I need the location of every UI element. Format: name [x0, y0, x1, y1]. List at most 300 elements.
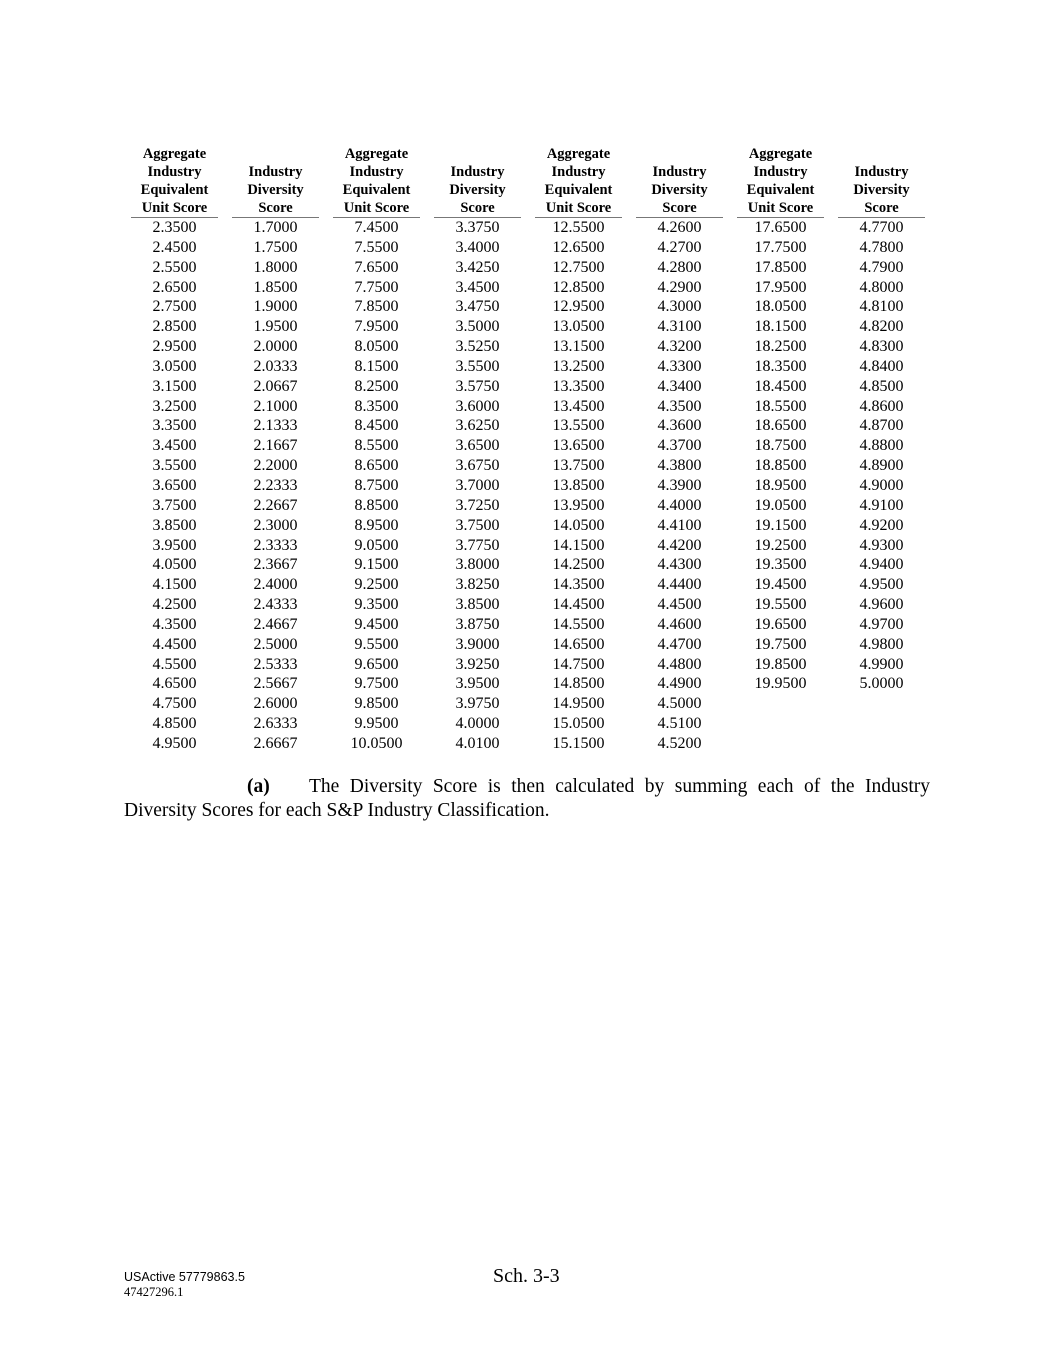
cell-industry-diversity-score: 1.8500	[253, 278, 298, 296]
cell-industry-diversity-score: 4.4100	[657, 516, 702, 534]
cell-aggregate-unit-score: 2.7500	[152, 298, 197, 316]
cell-industry-diversity-score: 4.2700	[657, 238, 702, 256]
cell-industry-diversity-score: 2.1333	[253, 417, 298, 435]
cell-industry-diversity-score: 4.8500	[859, 377, 904, 395]
cell-industry-diversity-score: 2.2667	[253, 496, 298, 514]
cell-aggregate-unit-score: 8.4500	[354, 417, 399, 435]
column-header-label	[232, 145, 319, 218]
column-header-label	[434, 145, 521, 218]
cell-aggregate-unit-score: 2.3500	[152, 219, 197, 236]
cell-industry-diversity-score: 3.4250	[455, 258, 500, 276]
cell-aggregate-unit-score: 14.1500	[552, 536, 605, 554]
table-row	[124, 317, 932, 337]
cell-industry-diversity-score: 3.7000	[455, 476, 500, 494]
column-header-line: Equivalent	[342, 182, 411, 198]
cell-industry-diversity-score: 4.7700	[859, 219, 904, 236]
cell-industry-diversity-score: 4.8100	[859, 298, 904, 316]
cell-industry-diversity-score: 1.9500	[253, 318, 298, 336]
cell-industry-diversity-score: 4.4200	[657, 536, 702, 554]
table-row	[124, 714, 932, 734]
table-row	[124, 655, 932, 675]
column-header-line: Diversity	[449, 182, 506, 198]
cell-aggregate-unit-score: 4.3500	[152, 615, 197, 633]
column-header-line: Industry	[450, 164, 505, 180]
column-header-line: Aggregate	[748, 146, 813, 162]
cell-aggregate-unit-score: 3.2500	[152, 397, 197, 415]
cell-aggregate-unit-score: 8.7500	[354, 476, 399, 494]
cell-aggregate-unit-score: 8.9500	[354, 516, 399, 534]
cell-industry-diversity-score: 4.8300	[859, 338, 904, 356]
column-header-line	[838, 145, 925, 163]
cell-industry-diversity-score: 4.9900	[859, 655, 904, 673]
table-row	[124, 258, 932, 278]
cell-industry-diversity-score: 5.0000	[859, 675, 904, 693]
column-header-line: Diversity	[247, 182, 304, 198]
cell-aggregate-unit-score: 2.5500	[152, 258, 197, 276]
cell-industry-diversity-score: 4.3100	[657, 318, 702, 336]
footer-doc-id-secondary: 47427296.1	[124, 1285, 184, 1299]
cell-industry-diversity-score: 2.2000	[253, 457, 298, 475]
cell-aggregate-unit-score: 18.4500	[754, 377, 807, 395]
cell-industry-diversity-score: 4.8700	[859, 417, 904, 435]
cell-aggregate-unit-score: 9.9500	[354, 715, 399, 733]
cell-aggregate-unit-score: 13.6500	[552, 437, 605, 455]
cell-aggregate-unit-score: 19.2500	[754, 536, 807, 554]
cell-industry-diversity-score: 4.4600	[657, 615, 702, 633]
cell-aggregate-unit-score: 8.3500	[354, 397, 399, 415]
cell-industry-diversity-score: 4.9600	[859, 596, 904, 614]
cell-industry-diversity-score: 4.8900	[859, 457, 904, 475]
cell-industry-diversity-score: 3.8250	[455, 576, 500, 594]
cell-aggregate-unit-score: 13.9500	[552, 496, 605, 514]
column-header-line: Industry	[349, 164, 404, 180]
table-row	[124, 476, 932, 496]
cell-industry-diversity-score: 3.9750	[455, 695, 500, 713]
table-row	[124, 377, 932, 397]
column-header-line: Diversity	[651, 182, 708, 198]
cell-aggregate-unit-score: 7.6500	[354, 258, 399, 276]
cell-aggregate-unit-score: 4.4500	[152, 635, 197, 653]
cell-aggregate-unit-score: 19.1500	[754, 516, 807, 534]
cell-industry-diversity-score: 4.4700	[657, 635, 702, 653]
cell-industry-diversity-score: 3.6000	[455, 397, 500, 415]
cell-industry-diversity-score: 3.7750	[455, 536, 500, 554]
column-header-label	[636, 145, 723, 218]
column-header-line: Equivalent	[544, 182, 613, 198]
table-row	[124, 456, 932, 476]
cell-aggregate-unit-score: 12.6500	[552, 238, 605, 256]
table-row	[124, 595, 932, 615]
cell-aggregate-unit-score	[730, 694, 831, 714]
column-header-line: Aggregate	[142, 146, 207, 162]
cell-industry-diversity-score	[831, 714, 932, 734]
cell-aggregate-unit-score: 13.4500	[552, 397, 605, 415]
cell-industry-diversity-score: 4.3500	[657, 397, 702, 415]
table-row	[124, 337, 932, 357]
cell-aggregate-unit-score: 9.4500	[354, 615, 399, 633]
cell-aggregate-unit-score: 4.6500	[152, 675, 197, 693]
table-row	[124, 555, 932, 575]
cell-aggregate-unit-score: 15.0500	[552, 715, 605, 733]
cell-aggregate-unit-score: 14.8500	[552, 675, 605, 693]
cell-aggregate-unit-score: 3.4500	[152, 437, 197, 455]
table-row	[124, 238, 932, 258]
cell-aggregate-unit-score: 14.3500	[552, 576, 605, 594]
column-header-industry-diversity-score	[225, 145, 326, 218]
table-row	[124, 516, 932, 536]
cell-aggregate-unit-score: 18.2500	[754, 338, 807, 356]
cell-aggregate-unit-score: 8.5500	[354, 437, 399, 455]
cell-aggregate-unit-score: 18.9500	[754, 476, 807, 494]
cell-aggregate-unit-score: 19.8500	[754, 655, 807, 673]
cell-aggregate-unit-score: 9.3500	[354, 596, 399, 614]
table-row	[124, 436, 932, 456]
cell-industry-diversity-score: 4.0100	[455, 734, 500, 752]
cell-aggregate-unit-score: 14.7500	[552, 655, 605, 673]
cell-industry-diversity-score: 3.5000	[455, 318, 500, 336]
cell-aggregate-unit-score: 19.6500	[754, 615, 807, 633]
cell-industry-diversity-score: 2.0333	[253, 357, 298, 375]
cell-aggregate-unit-score: 13.3500	[552, 377, 605, 395]
cell-industry-diversity-score: 3.6750	[455, 457, 500, 475]
cell-aggregate-unit-score: 18.8500	[754, 457, 807, 475]
cell-industry-diversity-score: 3.3750	[455, 219, 500, 236]
table-row	[124, 218, 932, 238]
cell-aggregate-unit-score: 9.0500	[354, 536, 399, 554]
cell-aggregate-unit-score: 19.0500	[754, 496, 807, 514]
paragraph-label: (a)	[247, 776, 270, 797]
cell-industry-diversity-score: 4.9800	[859, 635, 904, 653]
cell-industry-diversity-score: 4.9200	[859, 516, 904, 534]
cell-industry-diversity-score: 2.6667	[253, 734, 298, 752]
cell-aggregate-unit-score: 9.7500	[354, 675, 399, 693]
cell-industry-diversity-score: 4.3800	[657, 457, 702, 475]
cell-industry-diversity-score: 2.0000	[253, 338, 298, 356]
table-body	[124, 218, 932, 754]
cell-industry-diversity-score: 4.3200	[657, 338, 702, 356]
cell-aggregate-unit-score: 7.5500	[354, 238, 399, 256]
cell-industry-diversity-score: 4.2900	[657, 278, 702, 296]
cell-aggregate-unit-score: 14.4500	[552, 596, 605, 614]
cell-industry-diversity-score: 4.8600	[859, 397, 904, 415]
column-header-line: Industry	[147, 164, 202, 180]
cell-industry-diversity-score: 4.9100	[859, 496, 904, 514]
footer-document-ids	[124, 1270, 245, 1300]
cell-industry-diversity-score: 3.8750	[455, 615, 500, 633]
column-header-line	[232, 145, 319, 163]
page-number: Sch. 3-3	[493, 1265, 560, 1287]
cell-industry-diversity-score: 1.7000	[253, 219, 298, 236]
cell-aggregate-unit-score: 3.1500	[152, 377, 197, 395]
column-header-line: Equivalent	[140, 182, 209, 198]
column-header-line: Industry	[551, 164, 606, 180]
cell-industry-diversity-score: 3.5750	[455, 377, 500, 395]
column-header-label	[535, 145, 622, 218]
cell-aggregate-unit-score: 8.0500	[354, 338, 399, 356]
cell-aggregate-unit-score: 14.0500	[552, 516, 605, 534]
cell-aggregate-unit-score: 18.5500	[754, 397, 807, 415]
cell-aggregate-unit-score: 18.3500	[754, 357, 807, 375]
cell-aggregate-unit-score: 15.1500	[552, 734, 605, 752]
cell-aggregate-unit-score: 4.2500	[152, 596, 197, 614]
cell-industry-diversity-score: 3.9250	[455, 655, 500, 673]
cell-industry-diversity-score: 4.9700	[859, 615, 904, 633]
cell-industry-diversity-score: 4.5100	[657, 715, 702, 733]
column-header-aggregate-unit-score	[326, 145, 427, 218]
cell-industry-diversity-score: 4.8800	[859, 437, 904, 455]
cell-aggregate-unit-score: 8.2500	[354, 377, 399, 395]
cell-aggregate-unit-score: 3.5500	[152, 457, 197, 475]
table-row	[124, 297, 932, 317]
cell-aggregate-unit-score: 19.5500	[754, 596, 807, 614]
cell-aggregate-unit-score: 13.1500	[552, 338, 605, 356]
cell-aggregate-unit-score: 4.9500	[152, 734, 197, 752]
cell-aggregate-unit-score: 14.6500	[552, 635, 605, 653]
cell-industry-diversity-score: 2.3667	[253, 556, 298, 574]
cell-aggregate-unit-score: 18.0500	[754, 298, 807, 316]
cell-industry-diversity-score: 4.2800	[657, 258, 702, 276]
cell-aggregate-unit-score: 12.8500	[552, 278, 605, 296]
cell-industry-diversity-score: 2.0667	[253, 377, 298, 395]
table-row	[124, 615, 932, 635]
column-header-label	[737, 145, 824, 218]
cell-aggregate-unit-score: 2.9500	[152, 338, 197, 356]
cell-aggregate-unit-score	[730, 734, 831, 754]
column-header-line	[636, 145, 723, 163]
table-row	[124, 536, 932, 556]
cell-industry-diversity-score: 4.3000	[657, 298, 702, 316]
column-header-line: Unit Score	[141, 200, 208, 216]
column-header-line: Industry	[248, 164, 303, 180]
column-header-line	[434, 145, 521, 163]
cell-industry-diversity-score: 4.4400	[657, 576, 702, 594]
column-header-line: Industry	[753, 164, 808, 180]
cell-industry-diversity-score: 4.3700	[657, 437, 702, 455]
cell-industry-diversity-score: 3.6500	[455, 437, 500, 455]
column-header-industry-diversity-score	[629, 145, 730, 218]
cell-aggregate-unit-score: 9.5500	[354, 635, 399, 653]
cell-industry-diversity-score: 2.4333	[253, 596, 298, 614]
cell-aggregate-unit-score: 8.6500	[354, 457, 399, 475]
cell-aggregate-unit-score: 7.8500	[354, 298, 399, 316]
cell-aggregate-unit-score: 10.0500	[350, 734, 403, 752]
cell-industry-diversity-score: 3.7500	[455, 516, 500, 534]
cell-industry-diversity-score: 2.5667	[253, 675, 298, 693]
cell-aggregate-unit-score: 3.8500	[152, 516, 197, 534]
cell-industry-diversity-score: 4.3300	[657, 357, 702, 375]
cell-aggregate-unit-score: 4.7500	[152, 695, 197, 713]
cell-aggregate-unit-score: 13.5500	[552, 417, 605, 435]
column-header-line: Score	[460, 200, 495, 216]
cell-aggregate-unit-score: 3.7500	[152, 496, 197, 514]
cell-industry-diversity-score: 1.9000	[253, 298, 298, 316]
column-header-aggregate-unit-score	[730, 145, 831, 218]
cell-aggregate-unit-score: 17.6500	[754, 219, 807, 236]
cell-industry-diversity-score: 4.8400	[859, 357, 904, 375]
paragraph-text: The Diversity Score is then calculated by summing each of the Industry Diversity Scores for each S&P Industry Classification.	[124, 776, 930, 821]
cell-aggregate-unit-score: 3.6500	[152, 476, 197, 494]
cell-aggregate-unit-score: 7.7500	[354, 278, 399, 296]
cell-aggregate-unit-score: 2.8500	[152, 318, 197, 336]
diversity-score-table	[124, 145, 932, 754]
table-row	[124, 496, 932, 516]
cell-industry-diversity-score: 4.4000	[657, 496, 702, 514]
cell-aggregate-unit-score: 2.6500	[152, 278, 197, 296]
column-header-line: Unit Score	[747, 200, 814, 216]
cell-aggregate-unit-score: 18.1500	[754, 318, 807, 336]
cell-industry-diversity-score: 3.4000	[455, 238, 500, 256]
cell-industry-diversity-score: 2.5333	[253, 655, 298, 673]
cell-aggregate-unit-score: 7.4500	[354, 219, 399, 236]
cell-industry-diversity-score: 4.7900	[859, 258, 904, 276]
cell-aggregate-unit-score: 12.5500	[552, 219, 605, 236]
cell-industry-diversity-score: 2.6000	[253, 695, 298, 713]
cell-industry-diversity-score: 2.5000	[253, 635, 298, 653]
table-row	[124, 416, 932, 436]
cell-aggregate-unit-score: 13.0500	[552, 318, 605, 336]
cell-aggregate-unit-score: 18.7500	[754, 437, 807, 455]
cell-industry-diversity-score: 4.9400	[859, 556, 904, 574]
cell-industry-diversity-score: 2.4667	[253, 615, 298, 633]
table-row	[124, 635, 932, 655]
cell-aggregate-unit-score: 13.7500	[552, 457, 605, 475]
cell-industry-diversity-score: 2.3333	[253, 536, 298, 554]
cell-industry-diversity-score: 3.6250	[455, 417, 500, 435]
column-header-label	[838, 145, 925, 218]
cell-aggregate-unit-score: 8.1500	[354, 357, 399, 375]
column-header-line: Industry	[652, 164, 707, 180]
cell-aggregate-unit-score: 9.2500	[354, 576, 399, 594]
cell-industry-diversity-score: 4.8000	[859, 278, 904, 296]
cell-industry-diversity-score: 4.4500	[657, 596, 702, 614]
cell-industry-diversity-score: 4.9000	[859, 476, 904, 494]
column-header-line: Aggregate	[344, 146, 409, 162]
table-row	[124, 397, 932, 417]
cell-aggregate-unit-score: 17.8500	[754, 258, 807, 276]
table-header	[124, 145, 932, 218]
cell-industry-diversity-score: 3.8500	[455, 596, 500, 614]
column-header-line: Unit Score	[343, 200, 410, 216]
cell-industry-diversity-score: 4.9300	[859, 536, 904, 554]
cell-industry-diversity-score: 2.1667	[253, 437, 298, 455]
cell-industry-diversity-score: 3.5500	[455, 357, 500, 375]
cell-industry-diversity-score: 4.5000	[657, 695, 702, 713]
cell-industry-diversity-score: 4.3600	[657, 417, 702, 435]
column-header-line: Unit Score	[545, 200, 612, 216]
cell-aggregate-unit-score: 18.6500	[754, 417, 807, 435]
cell-aggregate-unit-score: 19.7500	[754, 635, 807, 653]
cell-industry-diversity-score: 3.4500	[455, 278, 500, 296]
cell-aggregate-unit-score: 4.1500	[152, 576, 197, 594]
cell-aggregate-unit-score: 9.8500	[354, 695, 399, 713]
cell-industry-diversity-score: 3.5250	[455, 338, 500, 356]
cell-aggregate-unit-score: 17.9500	[754, 278, 807, 296]
cell-industry-diversity-score: 4.4300	[657, 556, 702, 574]
cell-aggregate-unit-score: 4.8500	[152, 715, 197, 733]
cell-industry-diversity-score: 2.4000	[253, 576, 298, 594]
cell-industry-diversity-score: 3.9000	[455, 635, 500, 653]
column-header-line: Score	[864, 200, 899, 216]
cell-industry-diversity-score: 3.8000	[455, 556, 500, 574]
cell-aggregate-unit-score: 3.0500	[152, 357, 197, 375]
cell-industry-diversity-score: 4.8200	[859, 318, 904, 336]
column-header-line: Diversity	[853, 182, 910, 198]
cell-aggregate-unit-score: 14.9500	[552, 695, 605, 713]
table-row	[124, 674, 932, 694]
cell-aggregate-unit-score	[730, 714, 831, 734]
cell-industry-diversity-score: 4.7800	[859, 238, 904, 256]
cell-industry-diversity-score: 2.3000	[253, 516, 298, 534]
footer-doc-id: USActive 57779863.5	[124, 1270, 245, 1284]
table-row	[124, 278, 932, 298]
table-row	[124, 734, 932, 754]
cell-aggregate-unit-score: 12.7500	[552, 258, 605, 276]
cell-aggregate-unit-score: 12.9500	[552, 298, 605, 316]
cell-industry-diversity-score: 2.6333	[253, 715, 298, 733]
column-header-line: Industry	[854, 164, 909, 180]
cell-industry-diversity-score	[831, 694, 932, 714]
cell-aggregate-unit-score: 19.4500	[754, 576, 807, 594]
column-header-label	[131, 145, 218, 218]
column-header-line: Score	[258, 200, 293, 216]
header-row	[124, 145, 932, 218]
column-header-aggregate-unit-score	[124, 145, 225, 218]
cell-aggregate-unit-score: 19.9500	[754, 675, 807, 693]
cell-aggregate-unit-score: 9.6500	[354, 655, 399, 673]
column-header-industry-diversity-score	[427, 145, 528, 218]
cell-aggregate-unit-score: 3.9500	[152, 536, 197, 554]
cell-industry-diversity-score: 3.9500	[455, 675, 500, 693]
column-header-line: Score	[662, 200, 697, 216]
diversity-score-paragraph	[124, 775, 930, 823]
cell-industry-diversity-score: 4.3900	[657, 476, 702, 494]
cell-aggregate-unit-score: 17.7500	[754, 238, 807, 256]
table-row	[124, 357, 932, 377]
column-header-line: Equivalent	[746, 182, 815, 198]
cell-industry-diversity-score: 4.4800	[657, 655, 702, 673]
column-header-line: Aggregate	[546, 146, 611, 162]
cell-aggregate-unit-score: 3.3500	[152, 417, 197, 435]
cell-industry-diversity-score: 3.4750	[455, 298, 500, 316]
cell-industry-diversity-score: 1.7500	[253, 238, 298, 256]
cell-industry-diversity-score: 4.9500	[859, 576, 904, 594]
cell-industry-diversity-score	[831, 734, 932, 754]
table-row	[124, 575, 932, 595]
cell-aggregate-unit-score: 4.0500	[152, 556, 197, 574]
cell-aggregate-unit-score: 9.1500	[354, 556, 399, 574]
table-row	[124, 694, 932, 714]
cell-industry-diversity-score: 1.8000	[253, 258, 298, 276]
cell-aggregate-unit-score: 19.3500	[754, 556, 807, 574]
column-header-label	[333, 145, 420, 218]
cell-industry-diversity-score: 4.0000	[455, 715, 500, 733]
cell-industry-diversity-score: 4.2600	[657, 219, 702, 236]
cell-industry-diversity-score: 4.5200	[657, 734, 702, 752]
cell-industry-diversity-score: 2.1000	[253, 397, 298, 415]
cell-industry-diversity-score: 2.2333	[253, 476, 298, 494]
cell-aggregate-unit-score: 7.9500	[354, 318, 399, 336]
cell-aggregate-unit-score: 14.5500	[552, 615, 605, 633]
cell-aggregate-unit-score: 8.8500	[354, 496, 399, 514]
cell-aggregate-unit-score: 4.5500	[152, 655, 197, 673]
cell-aggregate-unit-score: 2.4500	[152, 238, 197, 256]
column-header-aggregate-unit-score	[528, 145, 629, 218]
cell-aggregate-unit-score: 14.2500	[552, 556, 605, 574]
cell-industry-diversity-score: 4.4900	[657, 675, 702, 693]
column-header-industry-diversity-score	[831, 145, 932, 218]
cell-aggregate-unit-score: 13.2500	[552, 357, 605, 375]
cell-aggregate-unit-score: 13.8500	[552, 476, 605, 494]
